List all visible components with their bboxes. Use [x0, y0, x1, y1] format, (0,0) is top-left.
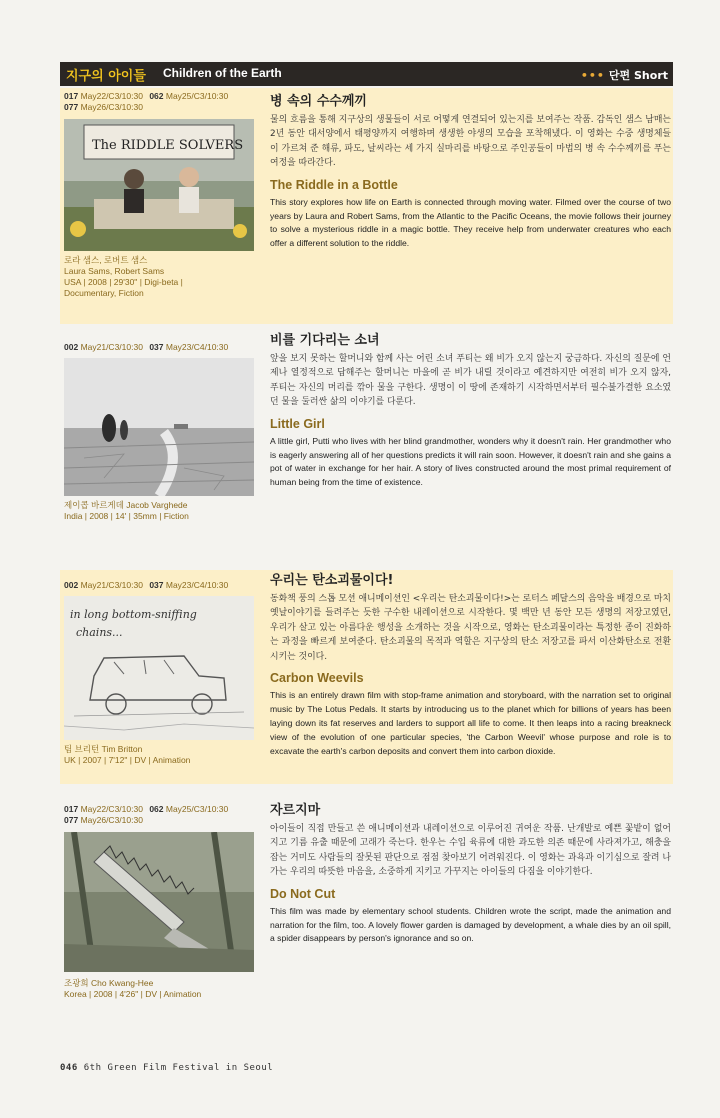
- schedule-line: 002 May21/C3/10:30 037 May23/C4/10:30: [64, 580, 229, 590]
- director-credit: [64, 255, 183, 299]
- bullet-dots-icon: •••: [580, 69, 605, 82]
- page-footer: [60, 1063, 273, 1073]
- film-text: [270, 332, 671, 490]
- schedule-line: 002 May21/C3/10:30 037 May23/C4/10:30: [64, 342, 229, 352]
- film-text: [270, 93, 671, 251]
- schedule-line: 077 May26/C3/10:30: [64, 815, 143, 825]
- film-still: [64, 119, 254, 251]
- section-title-kr: 지구의 아이들: [66, 69, 146, 84]
- schedule-line: 017 May22/C3/10:30 062 May25/C3/10:30: [64, 91, 229, 101]
- film-title-en: Little Girl: [270, 416, 325, 431]
- film-still: [64, 358, 254, 496]
- film-info: Korea | 2008 | 4'26" | DV | Animation: [64, 989, 202, 999]
- director-name: 팀 브리턴 Tim Britton: [64, 744, 143, 754]
- film-still: [64, 832, 254, 972]
- page-number: 046: [60, 1063, 78, 1073]
- still-handwriting-1: in long bottom-sniffing: [70, 608, 197, 621]
- film-text: [270, 802, 671, 946]
- director-name-kr: 로라 샘스, 로버트 샘스: [64, 255, 148, 265]
- director-name-en: Laura Sams, Robert Sams: [64, 266, 165, 276]
- synopsis-en: This story explores how life on Earth is connected through moving water. Filmed over the course of two years by Laura and Robert Sams, from the Atlantic to the Pacific Oceans, the movie follows their journey to solve a mysterious riddle in a magic bottle. They receive help from underwater creatures who each offer a different solution to the riddle.: [270, 196, 671, 249]
- film-info-genre: Documentary, Fiction: [64, 288, 144, 298]
- director-credit: [64, 744, 190, 766]
- film-info: India | 2008 | 14' | 35mm | Fiction: [64, 511, 189, 521]
- film-meta: [64, 91, 260, 298]
- schedule-line: 077 May26/C3/10:30: [64, 102, 143, 112]
- synopsis-kr: 아이들이 직접 만들고 쓴 애니메이션과 내레이션으로 이루어진 귀여운 작품. 난개발로 예쁜 꽃밭이 없어지고 기름 유출 때문에 고래가 죽는다. 한우는 수입 육류에 대한 과도한 의존 때문에 사라져가고, 해충을 잡는 거미도 사람들의 잘못된 판단으로 점점 찾아보기 어려워진다. 이 영화는 과욕과 이기심으로 잘려 나가는 우리의 따뜻한 마음을, 소중하게 지키고 가꾸지는 아이들의 다짐을 이야기한다.: [270, 824, 671, 878]
- synopsis-en: This is an entirely drawn film with stop-frame animation and storyboard, with the narration set to original music by The Lotus Pedals. It starts by introducing us to the planet which for billions of years has been laying down its fat reserves and larders to support all life to come. It then leaps into a racing breakneck view of the evolution of one particular species, 'the Carbon Weevil' whose purpose and role is to excavate the earth's carbon deposits and convert them into carbon dioxide.: [270, 690, 671, 756]
- director-credit: [64, 978, 201, 1000]
- section-title-en: Children of the Earth: [163, 66, 282, 80]
- film-title-kr: 병 속의 수수께끼: [270, 94, 367, 109]
- film-meta: [64, 580, 260, 765]
- film-still-image: [64, 119, 254, 251]
- film-entry-little-girl: [60, 332, 673, 538]
- director-name: 조광희 Cho Kwang-Hee: [64, 978, 154, 988]
- film-title-kr: 비를 기다리는 소녀: [270, 333, 380, 348]
- film-title-en: Carbon Weevils: [270, 671, 364, 686]
- film-text: [270, 572, 671, 759]
- film-still-image: [64, 832, 254, 972]
- film-still: [64, 596, 254, 740]
- film-title-kr: 자르지마: [270, 803, 321, 818]
- film-title-en: The Riddle in a Bottle: [270, 177, 398, 192]
- film-still-image: [64, 358, 254, 496]
- film-still-image: [64, 596, 254, 740]
- section-header: [60, 62, 673, 86]
- festival-name: 6th Green Film Festival in Seoul: [83, 1063, 274, 1073]
- film-meta: [64, 342, 260, 521]
- synopsis-en: This film was made by elementary school students. Children wrote the script, made the animation and narration for the film, too. A lovely flower garden is damaged by development, a whale dies by an oil spill, a spider disappears by person's ignorance and so on.: [270, 905, 671, 944]
- film-info: USA | 2008 | 29'30" | Digi-beta |: [64, 277, 183, 287]
- film-title-en: Do Not Cut: [270, 886, 336, 901]
- director-name: 제이콥 바르게데 Jacob Varghede: [64, 500, 188, 510]
- synopsis-en: A little girl, Putti who lives with her blind grandmother, wonders why it doesn't rain. Her grandmother who is eagerly answering all of her questions predicts it will rain soon. However, it doesn't rain and she gains a pot of water in exchange for her hair. A story of lives constructed around the most primal requirement of human being from the time of existence.: [270, 435, 671, 488]
- schedule-line: 017 May22/C3/10:30 062 May25/C3/10:30: [64, 804, 229, 814]
- still-sign-text: The RIDDLE SOLVERS: [92, 138, 244, 153]
- category-label: 단편 Short: [608, 69, 668, 82]
- film-title-kr: 우리는 탄소괴물이다!: [270, 573, 394, 588]
- film-meta: [64, 804, 260, 999]
- film-entry-carbon-weevils: [60, 570, 673, 784]
- section-category: [581, 67, 668, 83]
- director-credit: [64, 500, 189, 522]
- synopsis-kr: 동화책 풍의 스톱 모션 애니메이션인 <우리는 탄소괴물이다!>는 로터스 페달스의 음악을 배경으로 마치 옛날이야기를 들려주는 듯한 구수한 내레이션으로 시작한다. 몇 백만 년 동안 모든 생명의 저장고였던, 우리가 살고 있는 아름다운 행성을 소개하는 것을 시작으로, 영화는 탄소괴물이라는 특정한 종이 진화하는 과정을 빠르게 보여준다. 탄소괴물의 목적과 역할은 지구상의 탄소 저장고를 파서 이산화탄소로 전환시키는 것이다.: [270, 594, 671, 662]
- still-handwriting-2: chains...: [76, 626, 123, 639]
- film-entry-do-not-cut: [60, 800, 673, 1010]
- film-info: UK | 2007 | 7'12" | DV | Animation: [64, 755, 191, 765]
- film-entry-riddle-in-a-bottle: [60, 88, 673, 324]
- synopsis-kr: 물의 흐름을 통해 지구상의 생물들이 서로 어떻게 연결되어 있는지를 보여주는 작품. 감독인 샘스 남매는 2년 동안 대서양에서 태평양까지 여행하며 생생한 야생의 모습을 포착해냈다. 이 영화는 수중 생명체들이 가르쳐 준 해류, 파도, 날씨라는 세 가지 실마리를 바탕으로 주인공들이 마법의 병 속 수수께끼를 푸는 여정을 따라간다.: [270, 115, 671, 169]
- synopsis-kr: 앞을 보지 못하는 할머니와 함께 사는 어린 소녀 푸티는 왜 비가 오지 않는지 궁금하다. 자신의 질문에 언제나 열정적으로 답해주는 할머니는 마을에 곧 비가 내릴 것이라고 예견하지만 여전히 비가 오지 않자, 푸티는 자신의 머리를 깎아 물을 구한다. 생명이 이 땅에 존재하기 시작하면서부터 필수불가결한 요소였던 물을 둘러싼 삶의 이야기를 다룬다.: [270, 354, 671, 408]
